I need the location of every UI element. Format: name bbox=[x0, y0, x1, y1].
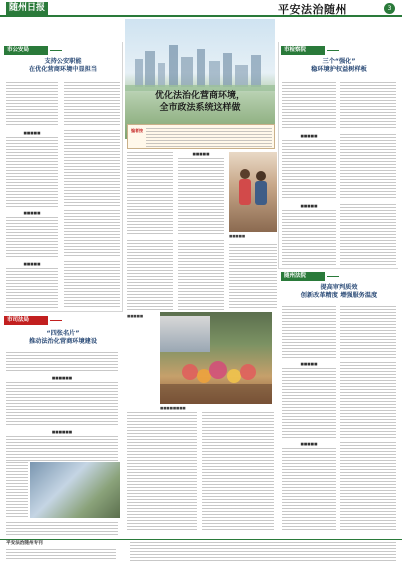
article-text bbox=[340, 134, 396, 200]
justice-bureau-photo bbox=[30, 462, 120, 518]
article-subhead: ■■■■■ bbox=[23, 262, 41, 266]
article-text bbox=[6, 268, 58, 308]
justice-bureau-subheadline: 推动法治化营商环境建设 bbox=[28, 338, 98, 345]
photo-caption: ■■■■■■■■ bbox=[160, 406, 186, 410]
section-tag-public-security: 市公安局 bbox=[4, 46, 48, 55]
footer-title: 平安法治随州专刊 bbox=[6, 541, 43, 546]
article-subhead: ■■■■■ bbox=[300, 442, 318, 446]
article-text bbox=[127, 412, 197, 532]
section-tag-justice-bureau: 市司法局 bbox=[4, 316, 48, 325]
article-text bbox=[282, 140, 336, 200]
article-text bbox=[229, 244, 277, 310]
article-text bbox=[6, 436, 118, 462]
article-text bbox=[64, 261, 120, 308]
article-text bbox=[127, 240, 173, 310]
center-feature-photo bbox=[229, 152, 277, 232]
section-divider bbox=[278, 268, 398, 269]
city-skyline-illustration bbox=[125, 19, 275, 139]
article-text bbox=[340, 362, 396, 438]
feature-headline bbox=[128, 90, 272, 114]
article-text bbox=[340, 306, 396, 358]
procuratorate-headline: 三个“强化” bbox=[322, 58, 356, 65]
justice-bureau-headline: “四张名片” bbox=[46, 330, 80, 337]
article-text bbox=[6, 137, 58, 207]
article-text bbox=[282, 210, 336, 266]
editor-note-box bbox=[127, 124, 275, 149]
court-headline: 提高审判质效 bbox=[320, 284, 358, 291]
article-text bbox=[6, 352, 118, 372]
article-text bbox=[340, 82, 396, 130]
section-divider bbox=[4, 311, 122, 312]
article-subhead: ■■■■■ bbox=[300, 134, 318, 138]
article-subhead: ■■■■■ bbox=[300, 204, 318, 208]
footer-rule bbox=[0, 539, 402, 540]
public-security-headline: 支持公安职能 bbox=[44, 58, 82, 65]
article-subhead: ■■■■■ bbox=[192, 152, 210, 156]
footer-text bbox=[130, 542, 396, 562]
page-number: 3 bbox=[384, 3, 395, 14]
column-divider bbox=[122, 42, 123, 312]
public-security-subheadline: 在优化营商环境中显担当 bbox=[28, 66, 98, 73]
article-text bbox=[6, 522, 118, 536]
article-subhead: ■■■■■■ bbox=[51, 376, 73, 380]
article-text bbox=[340, 442, 396, 532]
footer-text bbox=[6, 549, 116, 561]
article-text bbox=[202, 412, 274, 532]
footer-info bbox=[6, 541, 116, 561]
page-title: 平安法治随州 bbox=[278, 3, 347, 16]
article-text bbox=[282, 82, 336, 130]
article-text bbox=[178, 158, 224, 236]
photo-caption: ■■■■■ bbox=[229, 234, 246, 238]
article-text bbox=[64, 82, 120, 127]
footer-notice bbox=[130, 542, 396, 564]
editor-note-label: 编者按 bbox=[131, 128, 143, 133]
editor-note-text bbox=[146, 128, 272, 147]
section-tag-procuratorate: 市检察院 bbox=[281, 46, 325, 55]
article-text bbox=[282, 448, 336, 532]
article-text bbox=[6, 217, 58, 257]
article-text bbox=[178, 240, 224, 310]
article-text bbox=[6, 382, 118, 426]
article-subhead: ■■■■■ bbox=[23, 131, 41, 135]
procuratorate-subheadline: 稳环境护权益树样板 bbox=[311, 66, 367, 73]
court-subheadline: 创新改革精度 增强服务温度 bbox=[300, 292, 378, 299]
article-text bbox=[340, 204, 396, 266]
article-text bbox=[6, 82, 58, 127]
article-text bbox=[64, 210, 120, 257]
feature-headline-line2: 全市政法系统这样做 bbox=[159, 103, 241, 113]
people-photo-illustration bbox=[229, 152, 277, 232]
column-divider bbox=[278, 42, 279, 268]
article-text bbox=[64, 130, 120, 207]
masthead bbox=[0, 0, 402, 17]
newspaper-logo: 随州日报 bbox=[6, 2, 48, 15]
article-text bbox=[282, 306, 336, 358]
article-text bbox=[282, 368, 336, 438]
photo-caption: ■■■■■ bbox=[127, 314, 144, 318]
article-text bbox=[127, 152, 173, 236]
meeting-photo bbox=[160, 316, 210, 352]
feature-headline-line1: 优化法治化营商环境， bbox=[154, 91, 245, 101]
article-subhead: ■■■■■ bbox=[23, 211, 41, 215]
section-tag-court: 随州法院 bbox=[281, 272, 325, 281]
article-subhead: ■■■■■■ bbox=[51, 430, 73, 434]
article-subhead: ■■■■■ bbox=[300, 362, 318, 366]
feature-banner-image bbox=[125, 19, 275, 139]
article-text bbox=[6, 462, 28, 518]
